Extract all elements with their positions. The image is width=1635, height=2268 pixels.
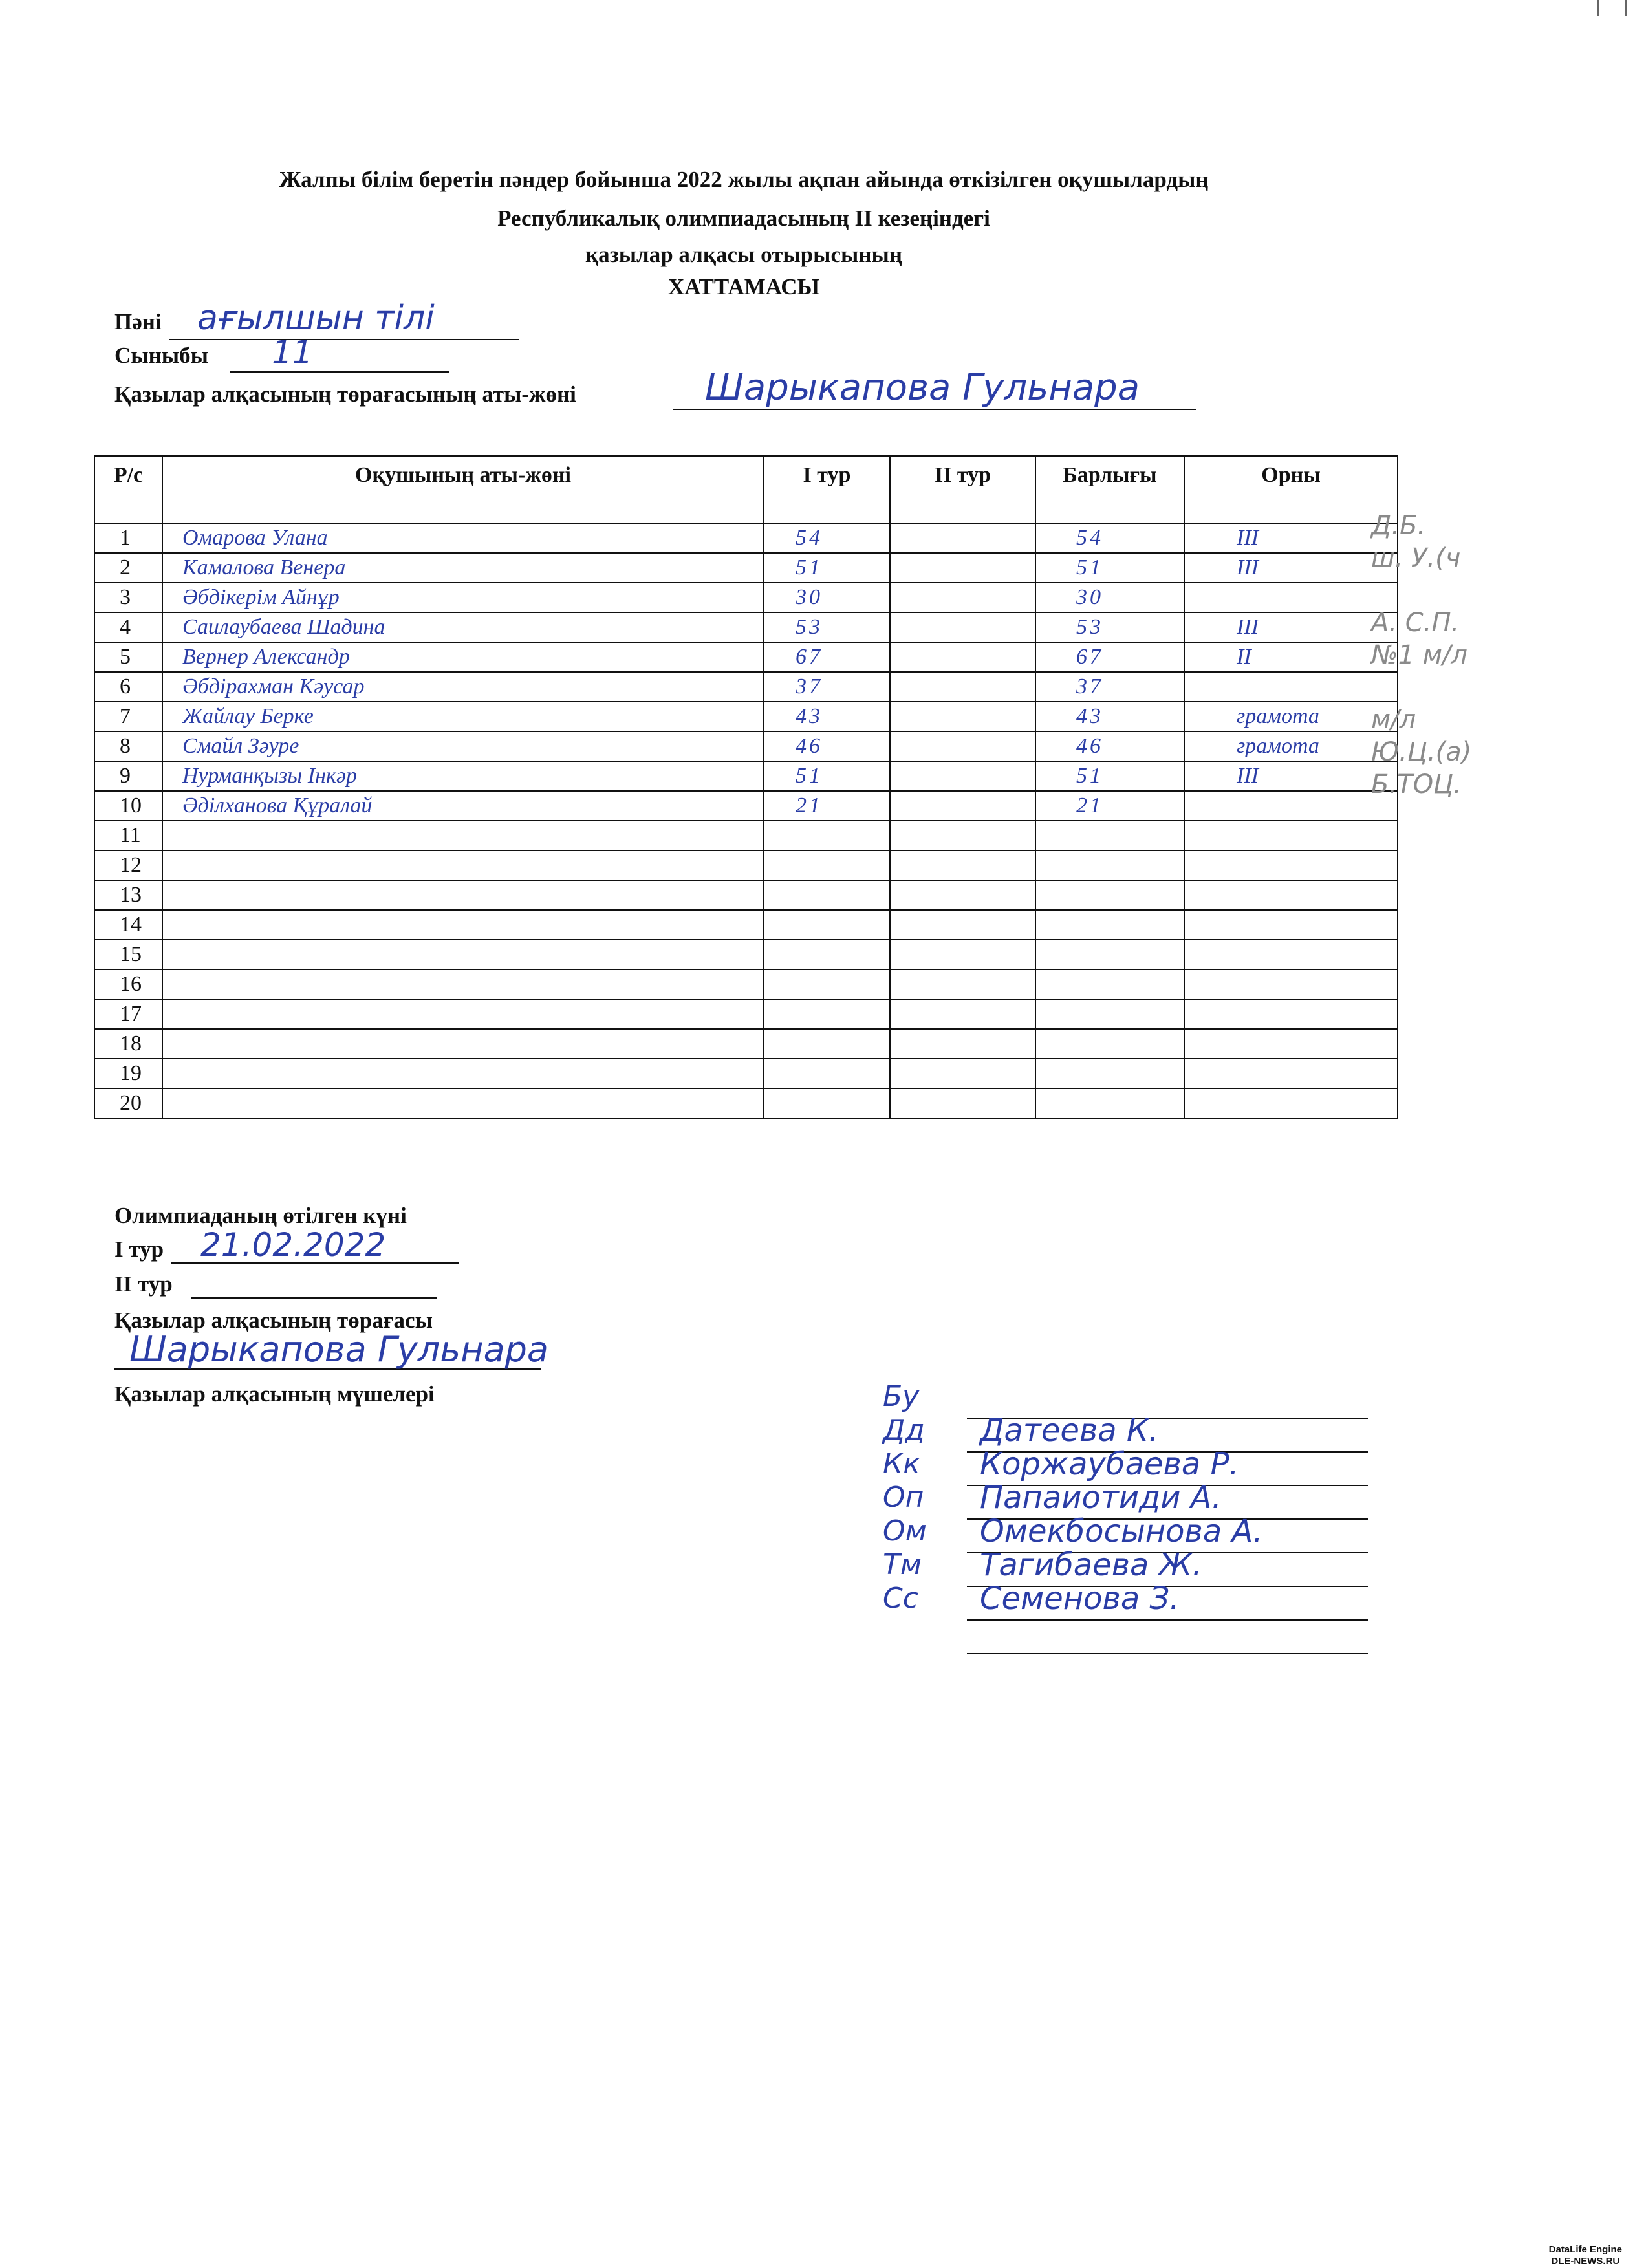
table-row <box>94 702 1398 731</box>
place <box>1184 672 1398 702</box>
total-score <box>1035 880 1184 910</box>
tour2-score <box>890 731 1035 761</box>
row-number: 9 <box>94 761 162 791</box>
member-signature: Оп <box>883 1481 924 1514</box>
place <box>1184 940 1398 969</box>
tour1-score: 53 <box>764 612 890 642</box>
place <box>1184 969 1398 999</box>
tour2-score <box>890 880 1035 910</box>
total-score <box>1035 1059 1184 1088</box>
col-header-total: Барлығы <box>1035 456 1184 523</box>
place: III <box>1184 612 1398 642</box>
tour1-score: 43 <box>764 702 890 731</box>
total-score <box>1035 999 1184 1029</box>
grade-underline <box>230 371 449 373</box>
tour2-score <box>890 969 1035 999</box>
col-header-tour1: І тур <box>764 456 890 523</box>
student-name <box>162 1088 764 1118</box>
table-row <box>94 642 1398 672</box>
student-name <box>162 1059 764 1088</box>
document-title-line-3: қазылар алқасы отырысының <box>585 242 902 267</box>
total-score: 43 <box>1035 702 1184 731</box>
chair-sign-label: Қазылар алқасының төрағасы <box>114 1308 433 1333</box>
row-number: 14 <box>94 910 162 940</box>
total-score <box>1035 910 1184 940</box>
place <box>1184 880 1398 910</box>
tour1-date-label: І тур <box>114 1237 164 1262</box>
table-row <box>94 940 1398 969</box>
row-number: 1 <box>94 523 162 553</box>
place <box>1184 1088 1398 1118</box>
row-number: 7 <box>94 702 162 731</box>
margin-note: №1 м/л <box>1371 640 1467 670</box>
student-name <box>162 940 764 969</box>
tour2-score <box>890 821 1035 850</box>
tour2-score <box>890 583 1035 612</box>
student-name: Омарова Улана <box>162 523 764 553</box>
tour2-score <box>890 612 1035 642</box>
tour2-score <box>890 1088 1035 1118</box>
tour1-score <box>764 940 890 969</box>
tour2-score <box>890 702 1035 731</box>
table-row <box>94 731 1398 761</box>
total-score <box>1035 940 1184 969</box>
tour1-score: 54 <box>764 523 890 553</box>
table-row <box>94 969 1398 999</box>
place <box>1184 583 1398 612</box>
student-name: Саилаубаева Шадина <box>162 612 764 642</box>
table-row <box>94 1029 1398 1059</box>
document-title-line-1: Жалпы білім беретін пәндер бойынша 2022 жылы ақпан айында өткізілген оқушылардың <box>279 167 1209 192</box>
tour2-score <box>890 850 1035 880</box>
row-number: 13 <box>94 880 162 910</box>
table-row <box>94 880 1398 910</box>
chair-label: Қазылар алқасының төрағасының аты-жөні <box>114 382 576 407</box>
place <box>1184 1059 1398 1088</box>
total-score: 51 <box>1035 553 1184 583</box>
total-score <box>1035 1088 1184 1118</box>
row-number: 15 <box>94 940 162 969</box>
student-name: Нурманқызы Інкәр <box>162 761 764 791</box>
grade-value: 11 <box>272 334 313 371</box>
margin-note: Д.Б. <box>1371 511 1426 541</box>
scan-clip-mark <box>1597 0 1627 16</box>
tour2-score <box>890 523 1035 553</box>
member-name: Папаиотиди А. <box>980 1480 1222 1516</box>
watermark <box>1549 2244 1622 2267</box>
tour2-score <box>890 672 1035 702</box>
student-name: Смайл Зәуре <box>162 731 764 761</box>
member-signature: Кк <box>883 1447 920 1480</box>
place <box>1184 791 1398 821</box>
row-number: 16 <box>94 969 162 999</box>
table-row <box>94 1088 1398 1118</box>
place: III <box>1184 523 1398 553</box>
col-header-place: Орны <box>1184 456 1398 523</box>
tour1-score <box>764 821 890 850</box>
chair-signature: Шарыкапова Гульнара <box>129 1329 549 1370</box>
table-row <box>94 821 1398 850</box>
tour1-score: 30 <box>764 583 890 612</box>
row-number: 4 <box>94 612 162 642</box>
student-name: Әділханова Құралай <box>162 791 764 821</box>
row-number: 8 <box>94 731 162 761</box>
total-score <box>1035 969 1184 999</box>
tour1-score <box>764 999 890 1029</box>
member-signature: Бу <box>883 1380 920 1413</box>
member-line <box>967 1653 1368 1654</box>
margin-note: м/л <box>1371 705 1416 735</box>
results-table <box>94 455 1398 1119</box>
total-score: 67 <box>1035 642 1184 672</box>
student-name <box>162 999 764 1029</box>
tour1-score: 51 <box>764 761 890 791</box>
total-score: 37 <box>1035 672 1184 702</box>
member-signature: Ом <box>883 1515 927 1548</box>
member-name: Омекбосынова А. <box>980 1513 1263 1550</box>
olympiad-date-label: Олимпиаданың өтілген күні <box>114 1203 407 1228</box>
student-name: Әбдікерім Айнұр <box>162 583 764 612</box>
tour1-score: 51 <box>764 553 890 583</box>
student-name: Камалова Венера <box>162 553 764 583</box>
place: III <box>1184 553 1398 583</box>
member-name: Коржаубаева Р. <box>980 1446 1239 1482</box>
member-name: Датеева К. <box>980 1412 1159 1449</box>
member-signature: Тм <box>883 1548 922 1581</box>
col-header-name: Оқушының аты-жөні <box>162 456 764 523</box>
place: грамота <box>1184 731 1398 761</box>
place: III <box>1184 761 1398 791</box>
total-score <box>1035 821 1184 850</box>
place <box>1184 1029 1398 1059</box>
margin-note: Б.ТОЦ. <box>1371 770 1462 799</box>
grade-label: Сыныбы <box>114 343 208 368</box>
tour2-score <box>890 1059 1035 1088</box>
row-number: 2 <box>94 553 162 583</box>
place <box>1184 821 1398 850</box>
table-row <box>94 791 1398 821</box>
tour2-score <box>890 999 1035 1029</box>
total-score: 51 <box>1035 761 1184 791</box>
col-header-tour2: ІІ тур <box>890 456 1035 523</box>
tour2-score <box>890 642 1035 672</box>
tour1-score <box>764 1059 890 1088</box>
tour2-score <box>890 761 1035 791</box>
place <box>1184 910 1398 940</box>
subject-label: Пәні <box>114 309 162 334</box>
tour2-score <box>890 791 1035 821</box>
place: грамота <box>1184 702 1398 731</box>
tour2-score <box>890 1029 1035 1059</box>
student-name <box>162 850 764 880</box>
tour1-score <box>764 1088 890 1118</box>
row-number: 20 <box>94 1088 162 1118</box>
student-name: Вернер Александр <box>162 642 764 672</box>
tour1-date-value: 21.02.2022 <box>200 1226 386 1264</box>
col-header-number: Р/с <box>94 456 162 523</box>
table-row <box>94 761 1398 791</box>
tour2-score <box>890 553 1035 583</box>
place <box>1184 999 1398 1029</box>
student-name <box>162 969 764 999</box>
tour1-score: 46 <box>764 731 890 761</box>
student-name: Жайлау Берке <box>162 702 764 731</box>
member-signature: Дд <box>883 1414 925 1447</box>
table-header-row <box>94 456 1398 523</box>
table-row <box>94 850 1398 880</box>
margin-note: ш. У.(ч <box>1371 543 1461 573</box>
document-title-line-2: Республикалық олимпиадасының ІІ кезеңіндегі <box>497 206 990 231</box>
row-number: 11 <box>94 821 162 850</box>
place: II <box>1184 642 1398 672</box>
total-score <box>1035 1029 1184 1059</box>
table-row <box>94 583 1398 612</box>
student-name: Әбдірахман Кәусар <box>162 672 764 702</box>
members-label: Қазылар алқасының мүшелері <box>114 1381 435 1407</box>
tour2-score <box>890 940 1035 969</box>
table-row <box>94 523 1398 553</box>
row-number: 18 <box>94 1029 162 1059</box>
member-line <box>967 1619 1368 1621</box>
total-score: 54 <box>1035 523 1184 553</box>
subject-value: ағылшын тілі <box>197 299 435 338</box>
row-number: 6 <box>94 672 162 702</box>
row-number: 12 <box>94 850 162 880</box>
table-row <box>94 553 1398 583</box>
row-number: 10 <box>94 791 162 821</box>
table-row <box>94 672 1398 702</box>
margin-note: Ю.Ц.(а) <box>1371 737 1472 767</box>
member-name: Семенова З. <box>980 1581 1180 1617</box>
tour1-score <box>764 1029 890 1059</box>
row-number: 17 <box>94 999 162 1029</box>
subject-underline <box>169 339 519 340</box>
table-row <box>94 1059 1398 1088</box>
member-name: Тагибаева Ж. <box>980 1547 1202 1583</box>
row-number: 19 <box>94 1059 162 1088</box>
row-number: 5 <box>94 642 162 672</box>
student-name <box>162 1029 764 1059</box>
row-number: 3 <box>94 583 162 612</box>
table-row <box>94 910 1398 940</box>
tour1-score <box>764 880 890 910</box>
student-name <box>162 821 764 850</box>
total-score: 53 <box>1035 612 1184 642</box>
tour2-date-underline <box>191 1297 437 1299</box>
student-name <box>162 910 764 940</box>
margin-note: А. С.П. <box>1371 608 1460 638</box>
table-row <box>94 612 1398 642</box>
tour2-score <box>890 910 1035 940</box>
member-signature: Сс <box>883 1582 918 1615</box>
tour1-score <box>764 910 890 940</box>
tour2-date-label: ІІ тур <box>114 1271 173 1297</box>
chair-underline <box>673 409 1196 410</box>
table-row <box>94 999 1398 1029</box>
watermark-line-2: DLE-NEWS.RU <box>1551 2256 1620 2267</box>
total-score: 30 <box>1035 583 1184 612</box>
tour1-score: 37 <box>764 672 890 702</box>
place <box>1184 850 1398 880</box>
document-title: ХАТТАМАСЫ <box>668 274 819 299</box>
total-score: 21 <box>1035 791 1184 821</box>
tour1-score <box>764 969 890 999</box>
tour1-score: 67 <box>764 642 890 672</box>
chair-name-handwritten: Шарыкапова Гульнара <box>705 367 1140 409</box>
total-score <box>1035 850 1184 880</box>
watermark-line-1: DataLife Engine <box>1548 2244 1622 2255</box>
tour1-score: 21 <box>764 791 890 821</box>
tour1-score <box>764 850 890 880</box>
total-score: 46 <box>1035 731 1184 761</box>
student-name <box>162 880 764 910</box>
